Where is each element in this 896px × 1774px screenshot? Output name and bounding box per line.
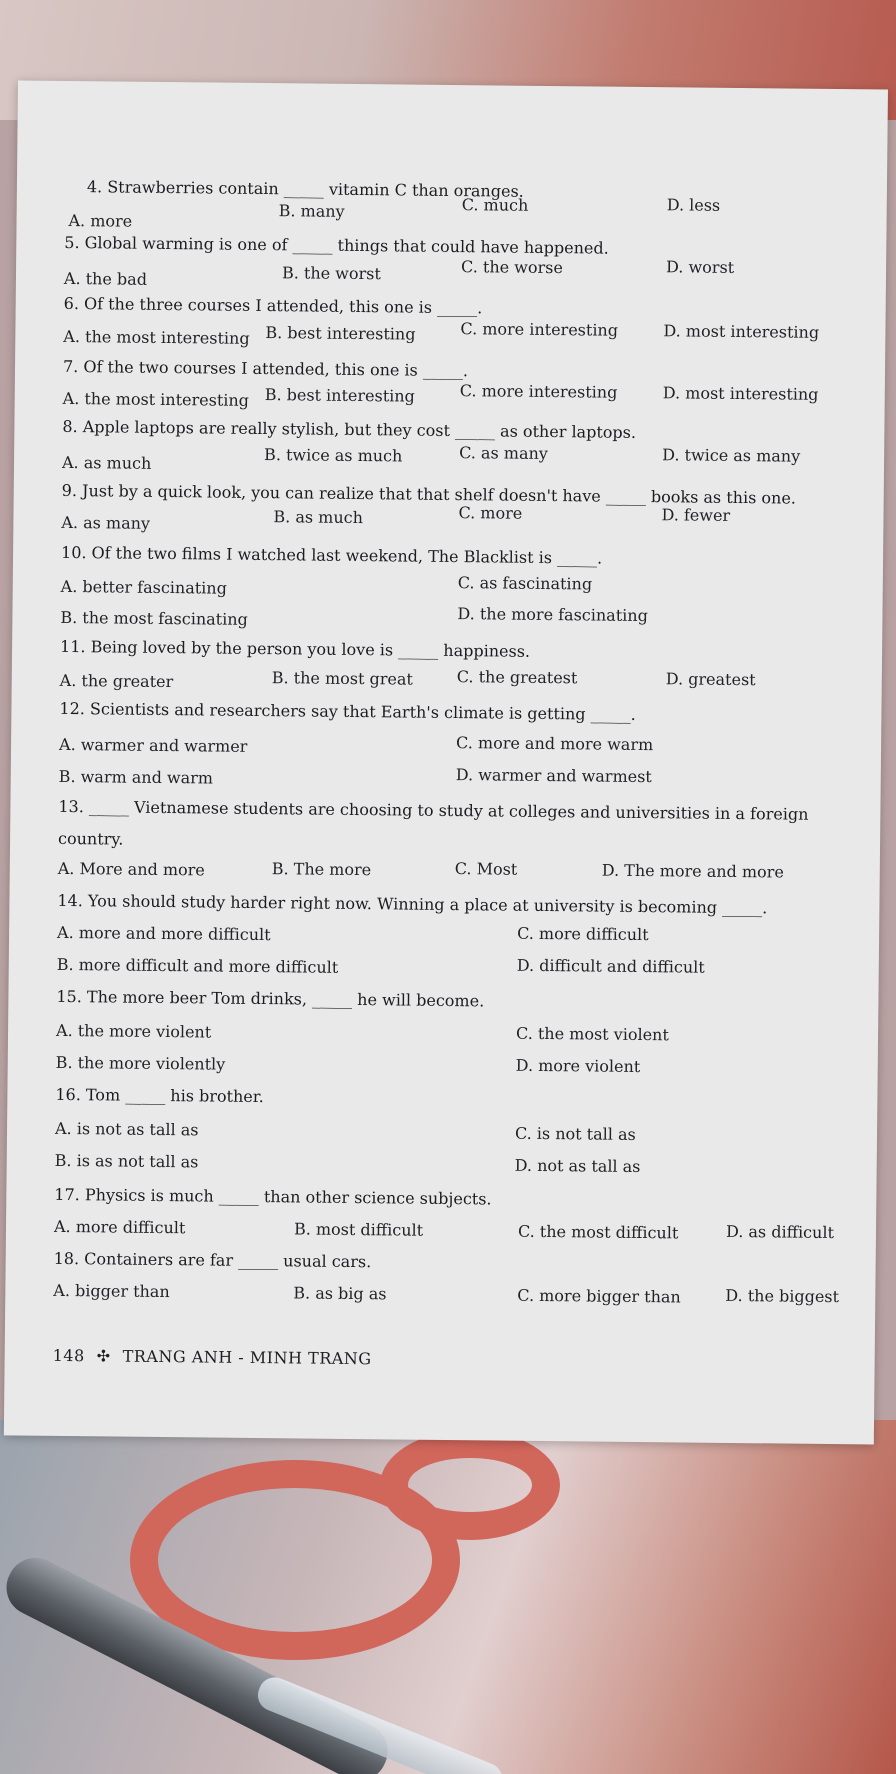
- question-17: 17. Physics is much _____ than other science subjects.: [54, 1184, 492, 1209]
- question-11: 11. Being loved by the person you love is _____ happiness.: [59, 636, 531, 661]
- option: C. more: [458, 503, 523, 523]
- option: C. the worse: [460, 257, 563, 278]
- page-footer: [53, 1346, 372, 1368]
- option: B. The more: [271, 859, 372, 880]
- question-12: 12. Scientists and researchers say that Earth's climate is getting _____.: [59, 698, 636, 724]
- option: B. warm and warm: [58, 766, 214, 788]
- option: D. greatest: [665, 669, 756, 690]
- option: C. more interesting: [460, 319, 619, 340]
- question-7: 7. Of the two courses I attended, this one is _____.: [62, 356, 469, 381]
- question-13: 13. _____ Vietnamese students are choosing to study at colleges and universities in a foreign: [58, 796, 809, 824]
- question-8: 8. Apple laptops are really stylish, but they cost _____ as other laptops.: [62, 416, 637, 442]
- option: B. as much: [273, 507, 364, 528]
- option: D. worst: [666, 257, 735, 277]
- option: A. the greater: [59, 670, 174, 692]
- option: C. more bigger than: [517, 1285, 681, 1307]
- option: D. most interesting: [662, 383, 819, 404]
- option: A. the more violent: [55, 1020, 212, 1042]
- option: B. many: [278, 201, 345, 221]
- question-16: 16. Tom _____ his brother.: [55, 1084, 264, 1107]
- fabric-pattern: [380, 1430, 560, 1540]
- page-number: 148: [52, 1345, 85, 1366]
- question-18: 18. Containers are far _____ usual cars.: [53, 1248, 372, 1272]
- option: D. the biggest: [725, 1285, 840, 1307]
- option: B. the worst: [281, 263, 381, 284]
- option: B. the most fascinating: [60, 607, 248, 629]
- option: C. much: [461, 195, 529, 215]
- question-6: 6. Of the three courses I attended, this one is _____.: [63, 293, 483, 318]
- option: A. the most interesting: [62, 388, 250, 410]
- option: C. more interesting: [459, 381, 618, 402]
- option: A. as many: [61, 512, 151, 533]
- question-5: 5. Global warming is one of _____ things that could have happened.: [64, 232, 609, 258]
- option: A. warmer and warmer: [58, 734, 248, 756]
- option: A. more: [68, 210, 133, 231]
- option: A. the bad: [63, 268, 148, 289]
- option: A. more difficult: [53, 1216, 186, 1238]
- footer-authors: TRANG ANH - MINH TRANG: [122, 1346, 372, 1369]
- option: B. best interesting: [265, 323, 416, 344]
- option: A. more and more difficult: [57, 922, 271, 945]
- option: A. bigger than: [53, 1280, 170, 1302]
- option: A. better fascinating: [60, 576, 228, 598]
- option: D. more violent: [515, 1055, 641, 1077]
- option: D. twice as many: [662, 445, 801, 466]
- option: B. best interesting: [264, 385, 415, 406]
- option: D. the more fascinating: [457, 604, 648, 626]
- option: D. fewer: [661, 505, 731, 525]
- question-15: 15. The more beer Tom drinks, _____ he will become.: [56, 986, 485, 1011]
- option: B. most difficult: [293, 1219, 424, 1240]
- option: D. difficult and difficult: [516, 955, 705, 977]
- option: D. most interesting: [663, 321, 820, 342]
- option: D. warmer and warmest: [455, 765, 652, 787]
- option: A. the most interesting: [63, 326, 250, 348]
- option: C. the most violent: [515, 1023, 669, 1045]
- option: B. the more violently: [55, 1052, 226, 1074]
- option: D. The more and more: [601, 860, 784, 882]
- option: D. less: [666, 195, 721, 215]
- option: C. is not tall as: [514, 1123, 636, 1144]
- question-13-continuation: country.: [57, 828, 124, 849]
- option: B. more difficult and more difficult: [56, 954, 339, 977]
- option: A. More and more: [57, 858, 205, 880]
- option: D. not as tall as: [514, 1155, 641, 1177]
- background-fabric-bottom: [0, 1420, 896, 1774]
- question-9: 9. Just by a quick look, you can realize that that shelf doesn't have _____ books as this one.: [61, 480, 797, 508]
- option: C. the greatest: [456, 667, 578, 688]
- worksheet-page: [4, 80, 888, 1444]
- question-10: 10. Of the two films I watched last weekend, The Blacklist is _____.: [60, 542, 603, 568]
- footer-separator-icon: ✣: [96, 1346, 111, 1366]
- question-14: 14. You should study harder right now. Winning a place at university is becoming _____.: [57, 890, 768, 918]
- option: C. more and more warm: [456, 733, 654, 755]
- option: C. as fascinating: [457, 573, 593, 594]
- option: A. as much: [61, 452, 152, 473]
- option: C. more difficult: [517, 923, 649, 945]
- option: B. as big as: [293, 1283, 387, 1304]
- option: B. twice as much: [264, 445, 403, 466]
- option: B. the most great: [271, 668, 413, 689]
- option: C. Most: [454, 859, 518, 879]
- option: B. is as not tall as: [54, 1150, 199, 1172]
- option: A. is not as tall as: [54, 1118, 199, 1140]
- option: C. the most difficult: [517, 1221, 679, 1243]
- question-4: 4. Strawberries contain _____ vitamin C than oranges.: [86, 177, 524, 201]
- option: D. as difficult: [725, 1221, 835, 1243]
- option: C. as many: [459, 443, 548, 464]
